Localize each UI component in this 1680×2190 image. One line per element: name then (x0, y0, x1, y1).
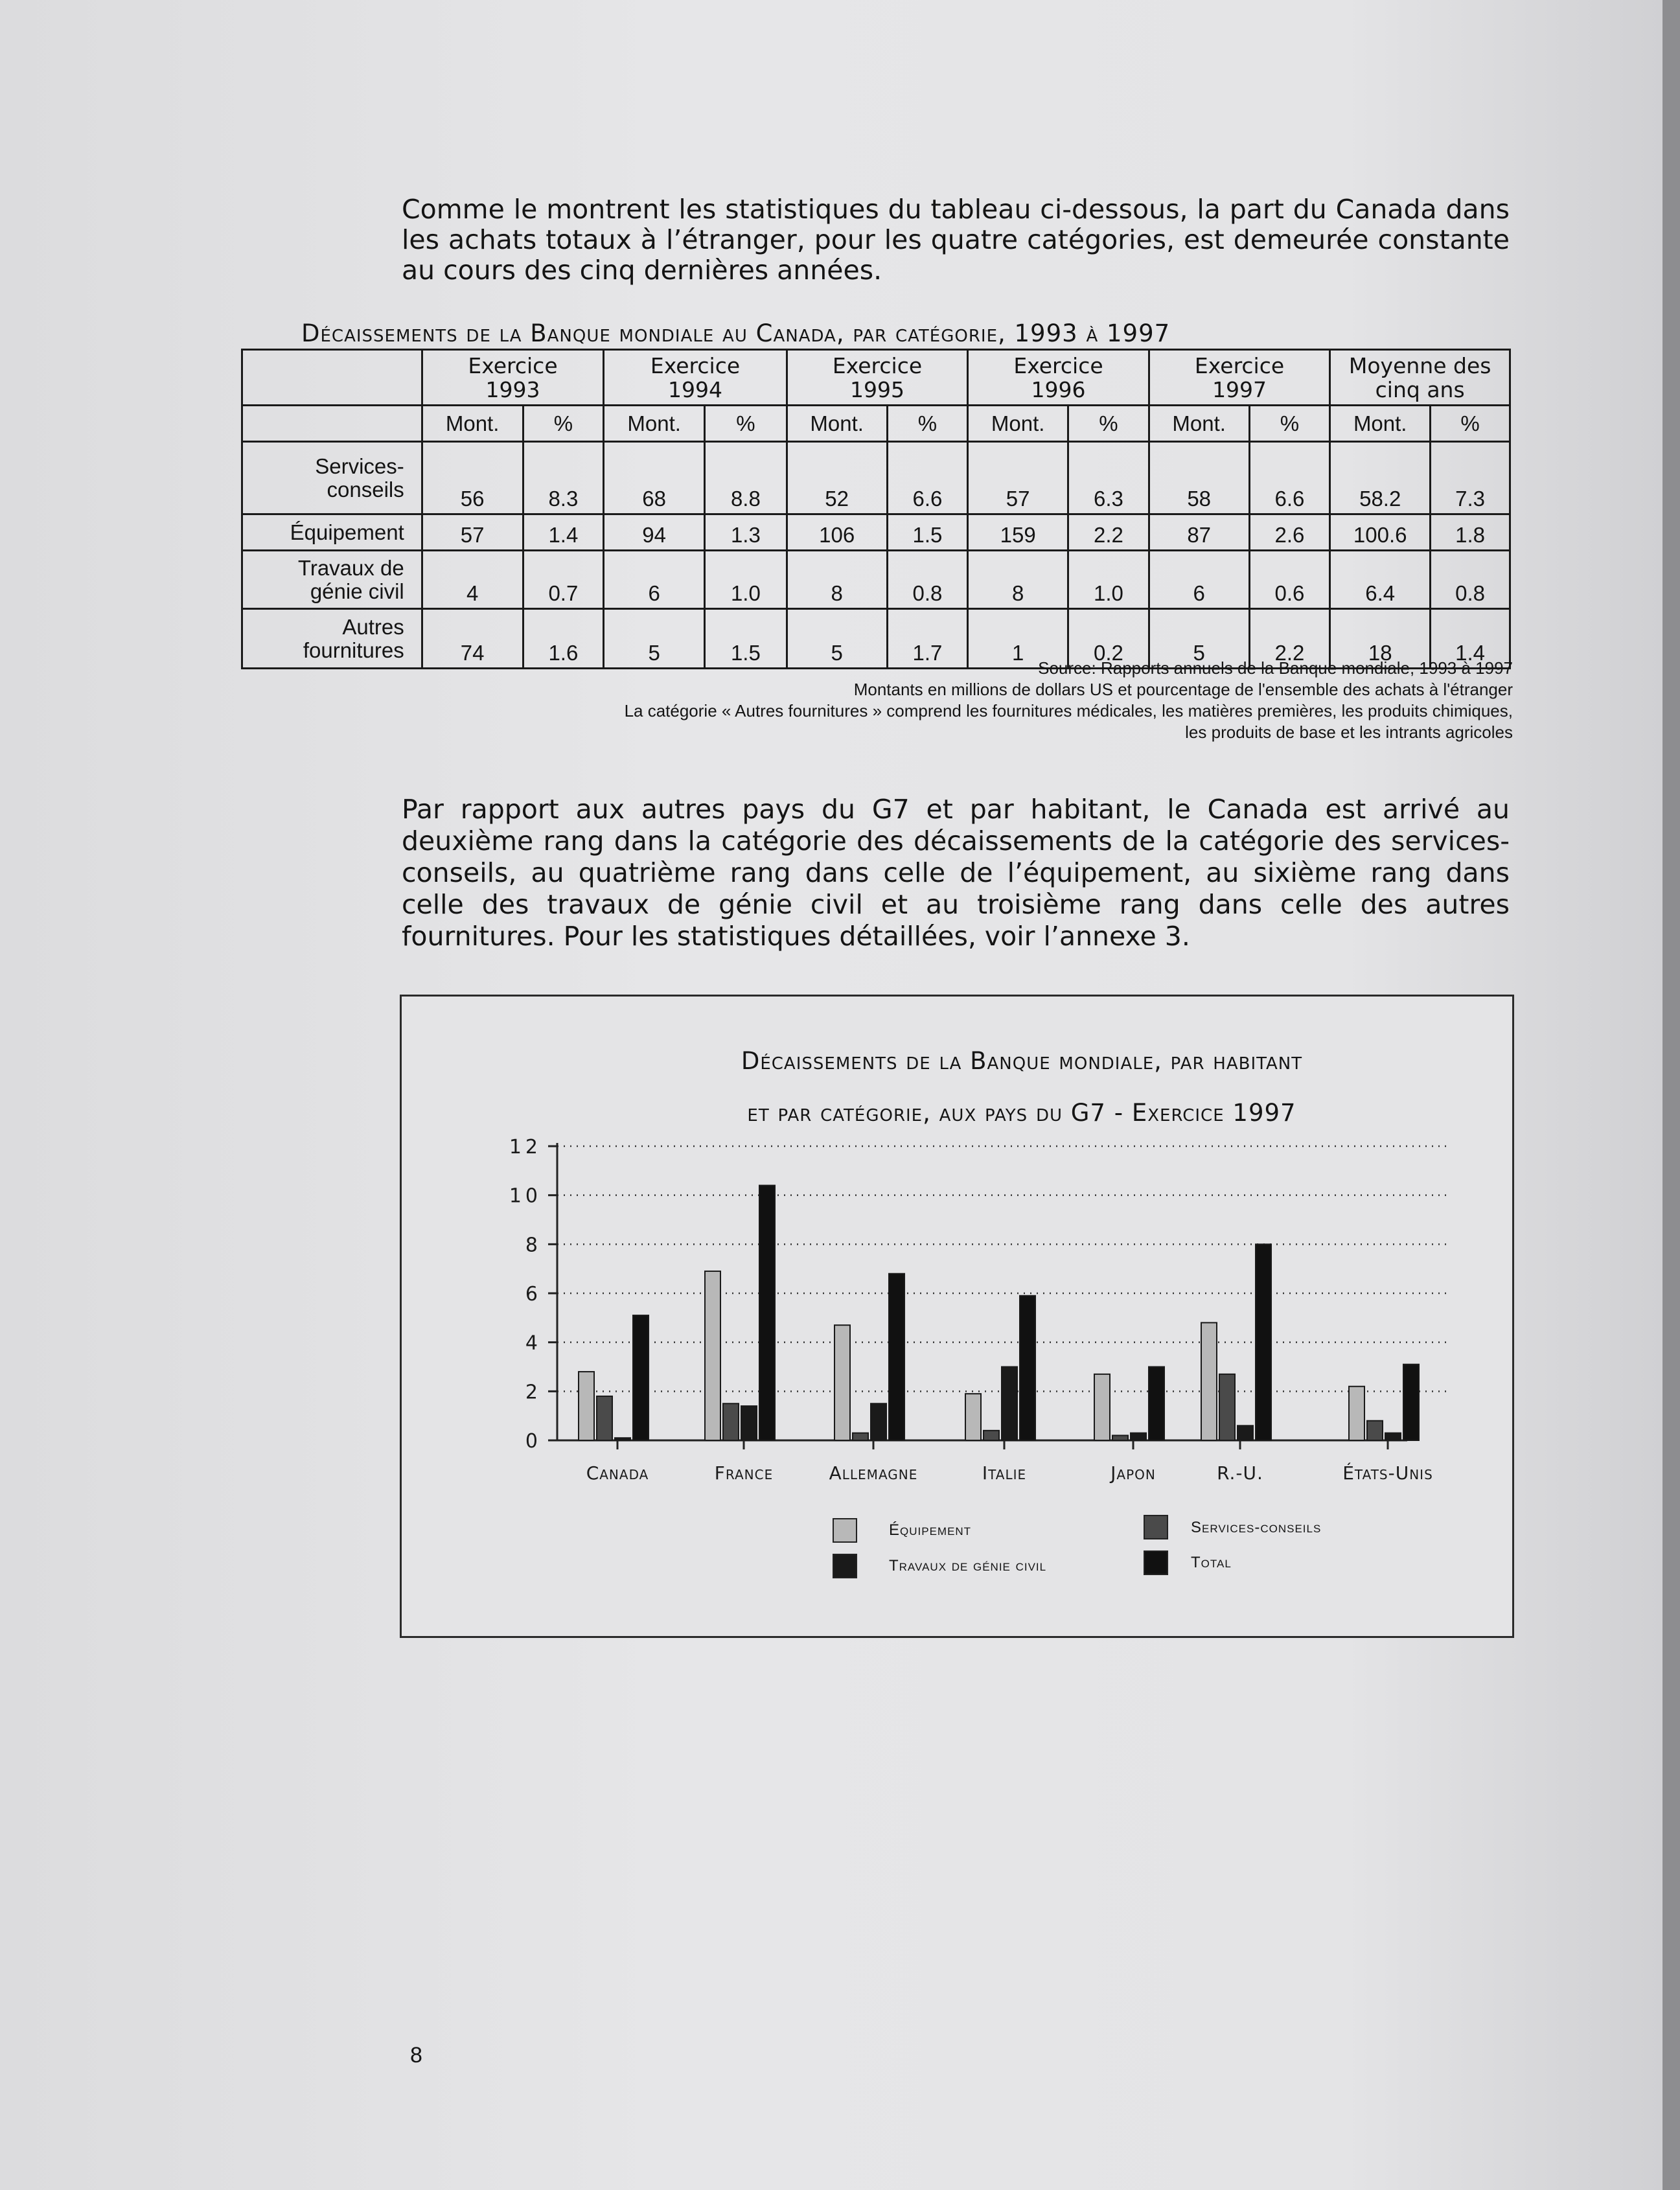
bar--quipement-france (705, 1271, 720, 1440)
percent-header: % (1249, 406, 1330, 442)
table-row (242, 514, 1510, 551)
amount-header: Mont. (1330, 406, 1431, 442)
bar-travaux-de-g-nie-civil--tats-unis (1385, 1433, 1401, 1440)
bar-services-conseils-r-u- (1219, 1374, 1235, 1440)
percent-header: % (1431, 406, 1510, 442)
table-cell: 159 (968, 514, 1068, 551)
units-note: Montants en millions de dollars US et pourcentage de l'ensemble des achats à l'étranger (853, 680, 1513, 699)
period-header: Exercice 1996 (968, 350, 1149, 406)
table-cell: 68 (604, 442, 705, 514)
table-cell: 1.4 (523, 514, 604, 551)
period-header: Exercice 1994 (604, 350, 787, 406)
bar-total-france (759, 1186, 775, 1440)
bar-total--tats-unis (1403, 1365, 1419, 1440)
row-label: Équipement (242, 514, 422, 551)
bar-travaux-de-g-nie-civil-allemagne (871, 1403, 886, 1440)
table-cell: 8 (968, 551, 1068, 609)
x-tick-label: Canada (586, 1462, 649, 1484)
bar--quipement-r-u- (1201, 1322, 1217, 1440)
table-cell: 2.2 (1068, 514, 1149, 551)
chart-title-line-2: et par catégorie, aux pays du G7 - Exercice 1997 (747, 1099, 1296, 1127)
table-cell: 0.8 (1431, 551, 1510, 609)
legend-label: Équipement (889, 1521, 972, 1539)
table-cell: 8.8 (705, 442, 787, 514)
bar-services-conseils--tats-unis (1367, 1421, 1383, 1440)
period-header: Exercice 1993 (422, 350, 604, 406)
y-tick-label: 2 (525, 1381, 542, 1404)
table-cell: 1.5 (705, 609, 787, 669)
y-tick-label: 10 (509, 1184, 542, 1208)
table-cell: 57 (968, 442, 1068, 514)
table-cell: 5 (1149, 609, 1249, 669)
bar-services-conseils-france (723, 1403, 739, 1440)
table-cell: 7.3 (1431, 442, 1510, 514)
table-cell: 0.2 (1068, 609, 1149, 669)
table-cell: 1.4 (1431, 609, 1510, 669)
legend-label: Services-conseils (1191, 1519, 1322, 1536)
bar--quipement-canada (579, 1372, 594, 1440)
y-tick-label: 8 (525, 1234, 542, 1257)
source-note: Source: Rapports annuels de la Banque mondiale, 1993 à 1997 (1038, 658, 1513, 678)
bar-travaux-de-g-nie-civil-r-u- (1237, 1425, 1253, 1440)
table-cell: 100.6 (1330, 514, 1431, 551)
percent-header: % (523, 406, 604, 442)
table-notes (454, 658, 1513, 743)
table-cell: 8.3 (523, 442, 604, 514)
bar-travaux-de-g-nie-civil-france (741, 1406, 757, 1440)
bar--quipement-allemagne (834, 1325, 850, 1440)
bar-travaux-de-g-nie-civil-canada (615, 1438, 630, 1440)
amount-header: Mont. (604, 406, 705, 442)
table-cell: 6 (604, 551, 705, 609)
table-cell: 87 (1149, 514, 1249, 551)
row-label: Autres fournitures (242, 609, 422, 669)
table-cell: 1.7 (887, 609, 968, 669)
table-cell: 106 (787, 514, 887, 551)
unit-header-row (242, 406, 1510, 442)
bar-services-conseils-japon (1112, 1435, 1128, 1440)
corner-cell (242, 406, 422, 442)
category-note: les produits de base et les intrants agricoles (1185, 722, 1513, 742)
table-cell: 6 (1149, 551, 1249, 609)
table-cell: 52 (787, 442, 887, 514)
bar-total-allemagne (889, 1274, 904, 1440)
table-cell: 6.6 (1249, 442, 1330, 514)
bar-total-r-u- (1256, 1244, 1271, 1440)
table-cell: 94 (604, 514, 705, 551)
bar--quipement-italie (965, 1394, 981, 1440)
y-tick-label: 6 (525, 1283, 542, 1306)
bar-travaux-de-g-nie-civil-japon (1131, 1433, 1146, 1440)
period-header: Exercice 1995 (787, 350, 968, 406)
x-tick-label: Japon (1110, 1462, 1156, 1484)
table-cell: 8 (787, 551, 887, 609)
legend-label: Travaux de génie civil (889, 1557, 1047, 1574)
table-cell: 1.5 (887, 514, 968, 551)
table-cell: 1.3 (705, 514, 787, 551)
bar-services-conseils-canada (597, 1396, 612, 1440)
bar-travaux-de-g-nie-civil-italie (1002, 1367, 1017, 1441)
table-cell: 5 (787, 609, 887, 669)
y-tick-label: 0 (525, 1430, 542, 1453)
bar-total-japon (1149, 1367, 1164, 1441)
bar-total-canada (633, 1315, 649, 1440)
percent-header: % (705, 406, 787, 442)
page-number: 8 (410, 2043, 422, 2068)
table-cell: 57 (422, 514, 523, 551)
intro-paragraph: Comme le montrent les statistiques du tableau ci-dessous, la part du Canada dans les achats totaux à l’étranger, pour les quatre catégories, est demeurée constante au cours des cinq dernières années. (402, 194, 1510, 286)
bar--quipement-japon (1094, 1374, 1110, 1440)
table-cell: 6.6 (887, 442, 968, 514)
chart-title-line-1: Décaissements de la Banque mondiale, par habitant (741, 1047, 1303, 1075)
percent-header: % (1068, 406, 1149, 442)
table-cell: 4 (422, 551, 523, 609)
bar-chart (402, 997, 1512, 1636)
table-cell: 6.3 (1068, 442, 1149, 514)
table-cell: 0.7 (523, 551, 604, 609)
comparison-paragraph: Par rapport aux autres pays du G7 et par habitant, le Canada est arrivé au deuxième rang dans la catégorie des décaissements de la catégorie des services-conseils, au quatrième rang dans celle de l’équipement, au sixième rang dans celle des travaux de génie civil et au troisième rang dans celle des autres fournitures. Pour les statistiques détaillées, voir l’annexe 3. (402, 794, 1510, 952)
table-cell: 1 (968, 609, 1068, 669)
table-cell: 1.0 (1068, 551, 1149, 609)
table-cell: 1.8 (1431, 514, 1510, 551)
category-note: La catégorie « Autres fournitures » comprend les fournitures médicales, les matières premières, les produits chimiques, (624, 701, 1513, 720)
page-edge-shadow (1663, 0, 1680, 2190)
y-tick-label: 12 (509, 1136, 542, 1158)
table-cell: 1.0 (705, 551, 787, 609)
bar--quipement--tats-unis (1349, 1387, 1364, 1440)
table-cell: 6.4 (1330, 551, 1431, 609)
table-cell: 56 (422, 442, 523, 514)
x-tick-label: France (714, 1462, 774, 1484)
percent-header: % (887, 406, 968, 442)
chart-frame (400, 995, 1514, 1638)
legend-swatch-travaux (833, 1554, 857, 1578)
corner-cell (242, 350, 422, 406)
table-row (242, 551, 1510, 609)
row-label: Travaux de génie civil (242, 551, 422, 609)
table-cell: 1.6 (523, 609, 604, 669)
row-label: Services- conseils (242, 442, 422, 514)
x-tick-label: Italie (982, 1462, 1027, 1484)
table-cell: 58 (1149, 442, 1249, 514)
table-cell: 5 (604, 609, 705, 669)
period-header-row (242, 350, 1510, 406)
disbursement-table (241, 349, 1511, 669)
x-tick-label: États-Unis (1342, 1462, 1433, 1484)
table-cell: 74 (422, 609, 523, 669)
bar-services-conseils-allemagne (853, 1433, 868, 1440)
table-title: Décaissements de la Banque mondiale au Canada, par catégorie, 1993 à 1997 (301, 319, 1171, 347)
table-cell: 0.6 (1249, 551, 1330, 609)
legend-swatch-total (1144, 1550, 1168, 1575)
table-cell: 2.2 (1249, 609, 1330, 669)
y-tick-label: 4 (525, 1331, 542, 1355)
table-cell: 0.8 (887, 551, 968, 609)
bar-total-italie (1020, 1296, 1035, 1440)
period-header: Exercice 1997 (1149, 350, 1330, 406)
amount-header: Mont. (1149, 406, 1249, 442)
table-cell: 18 (1330, 609, 1431, 669)
x-tick-label: R.-U. (1217, 1462, 1263, 1484)
bar-services-conseils-italie (984, 1431, 999, 1440)
table-row (242, 442, 1510, 514)
legend-swatch-equipement (833, 1518, 857, 1543)
legend-label: Total (1191, 1554, 1232, 1571)
amount-header: Mont. (422, 406, 523, 442)
table-cell: 2.6 (1249, 514, 1330, 551)
amount-header: Mont. (787, 406, 887, 442)
table-cell: 58.2 (1330, 442, 1431, 514)
period-header: Moyenne des cinq ans (1330, 350, 1510, 406)
amount-header: Mont. (968, 406, 1068, 442)
x-tick-label: Allemagne (829, 1462, 918, 1484)
legend-swatch-services-conseils (1144, 1515, 1168, 1539)
